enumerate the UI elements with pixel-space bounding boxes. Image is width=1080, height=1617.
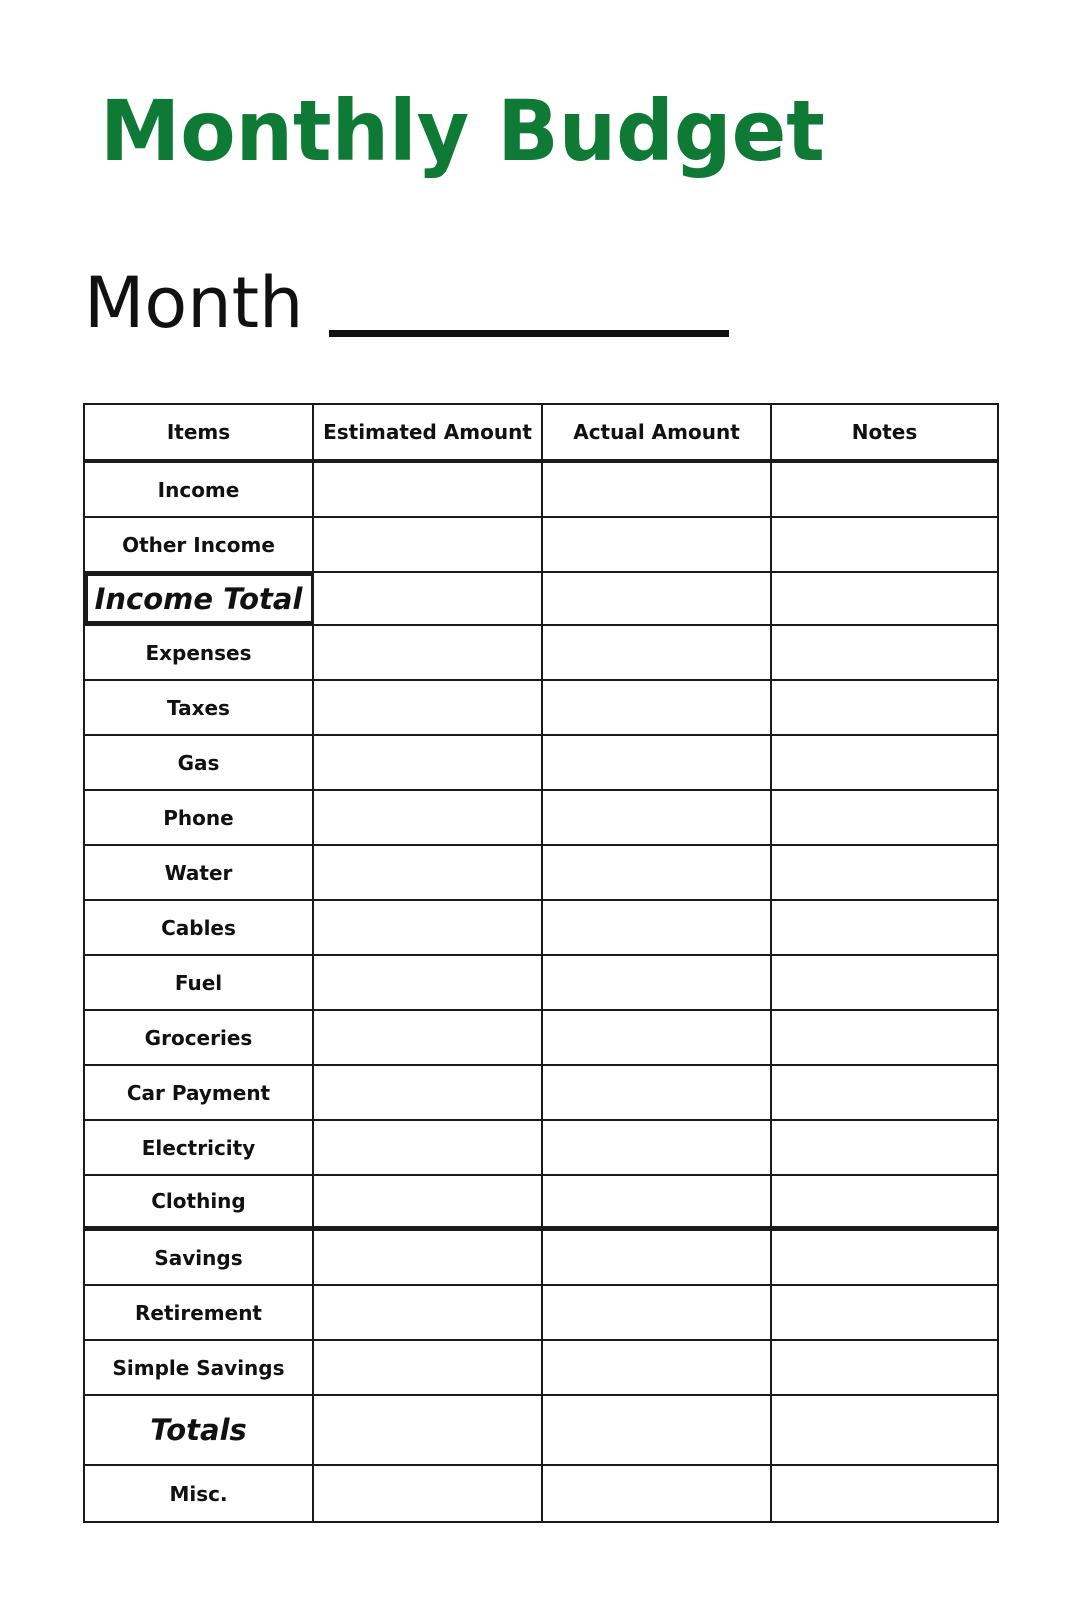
header-estimated-amount: Estimated Amount (314, 405, 543, 459)
page-title: Monthly Budget (100, 82, 825, 180)
item-label: Simple Savings (85, 1341, 314, 1394)
estimated-amount-cell[interactable] (314, 1121, 543, 1174)
estimated-amount-cell[interactable] (314, 956, 543, 1009)
table-row (85, 1231, 997, 1286)
notes-cell[interactable] (772, 1286, 997, 1339)
item-label: Other Income (85, 518, 314, 571)
estimated-amount-cell[interactable] (314, 1286, 543, 1339)
table-row (85, 846, 997, 901)
table-row (85, 1286, 997, 1341)
item-label: Misc. (85, 1466, 314, 1521)
table-row (85, 1341, 997, 1396)
estimated-amount-cell[interactable] (314, 736, 543, 789)
estimated-amount-cell[interactable] (314, 626, 543, 679)
item-label: Car Payment (85, 1066, 314, 1119)
actual-amount-cell[interactable] (543, 1466, 772, 1521)
header-row (85, 405, 997, 459)
table-row (85, 736, 997, 791)
item-label: Electricity (85, 1121, 314, 1174)
estimated-amount-cell[interactable] (314, 846, 543, 899)
notes-cell[interactable] (772, 791, 997, 844)
estimated-amount-cell[interactable] (314, 1176, 543, 1226)
header-actual-amount: Actual Amount (543, 405, 772, 459)
notes-cell[interactable] (772, 1341, 997, 1394)
item-label: Taxes (85, 681, 314, 734)
budget-table-body (83, 461, 999, 1523)
actual-amount-cell[interactable] (543, 1066, 772, 1119)
estimated-amount-cell[interactable] (314, 463, 543, 516)
notes-cell[interactable] (772, 463, 997, 516)
actual-amount-cell[interactable] (543, 736, 772, 789)
actual-amount-cell[interactable] (543, 901, 772, 954)
table-row (85, 901, 997, 956)
notes-cell[interactable] (772, 1121, 997, 1174)
month-field (84, 245, 729, 345)
table-row-income-total (85, 573, 997, 626)
table-row (85, 518, 997, 573)
estimated-amount-cell[interactable] (314, 1466, 543, 1521)
estimated-amount-cell[interactable] (314, 681, 543, 734)
notes-cell[interactable] (772, 626, 997, 679)
actual-amount-cell[interactable] (543, 1231, 772, 1284)
actual-amount-cell[interactable] (543, 846, 772, 899)
estimated-amount-cell[interactable] (314, 1011, 543, 1064)
actual-amount-cell[interactable] (543, 791, 772, 844)
item-label: Water (85, 846, 314, 899)
budget-table-header (83, 403, 999, 461)
item-label: Expenses (85, 626, 314, 679)
table-row (85, 1011, 997, 1066)
table-row (85, 1121, 997, 1176)
notes-cell[interactable] (772, 681, 997, 734)
notes-cell[interactable] (772, 1466, 997, 1521)
item-label: Retirement (85, 1286, 314, 1339)
actual-amount-cell[interactable] (543, 1341, 772, 1394)
table-row (85, 463, 997, 518)
notes-cell[interactable] (772, 1066, 997, 1119)
actual-amount-cell[interactable] (543, 681, 772, 734)
estimated-amount-cell[interactable] (314, 1396, 543, 1464)
table-row-totals (85, 1396, 997, 1466)
item-label: Cables (85, 901, 314, 954)
estimated-amount-cell[interactable] (314, 1341, 543, 1394)
actual-amount-cell[interactable] (543, 626, 772, 679)
estimated-amount-cell[interactable] (314, 518, 543, 571)
actual-amount-cell[interactable] (543, 463, 772, 516)
notes-cell[interactable] (772, 1011, 997, 1064)
actual-amount-cell[interactable] (543, 1011, 772, 1064)
estimated-amount-cell[interactable] (314, 791, 543, 844)
actual-amount-cell[interactable] (543, 1396, 772, 1464)
item-label: Fuel (85, 956, 314, 1009)
month-blank-line[interactable] (329, 330, 729, 337)
item-label: Savings (85, 1231, 314, 1284)
item-label: Clothing (85, 1176, 314, 1226)
item-label: Phone (85, 791, 314, 844)
notes-cell[interactable] (772, 901, 997, 954)
actual-amount-cell[interactable] (543, 518, 772, 571)
table-row (85, 791, 997, 846)
actual-amount-cell[interactable] (543, 1176, 772, 1226)
estimated-amount-cell[interactable] (314, 573, 543, 624)
actual-amount-cell[interactable] (543, 1286, 772, 1339)
actual-amount-cell[interactable] (543, 573, 772, 624)
notes-cell[interactable] (772, 1231, 997, 1284)
table-row (85, 626, 997, 681)
notes-cell[interactable] (772, 736, 997, 789)
item-label: Income (85, 463, 314, 516)
notes-cell[interactable] (772, 846, 997, 899)
table-row (85, 681, 997, 736)
estimated-amount-cell[interactable] (314, 1066, 543, 1119)
estimated-amount-cell[interactable] (314, 901, 543, 954)
item-label: Groceries (85, 1011, 314, 1064)
item-label: Gas (85, 736, 314, 789)
notes-cell[interactable] (772, 518, 997, 571)
notes-cell[interactable] (772, 956, 997, 1009)
estimated-amount-cell[interactable] (314, 1231, 543, 1284)
header-notes: Notes (851, 420, 918, 444)
table-row (85, 1066, 997, 1121)
item-label: Totals (85, 1396, 314, 1464)
notes-cell[interactable] (772, 1176, 997, 1226)
actual-amount-cell[interactable] (543, 1121, 772, 1174)
notes-cell[interactable] (772, 1396, 997, 1464)
table-row (85, 956, 997, 1011)
actual-amount-cell[interactable] (543, 956, 772, 1009)
notes-cell[interactable] (772, 573, 997, 624)
header-items: Items (85, 405, 314, 459)
month-label: Month (84, 262, 304, 344)
table-row (85, 1466, 997, 1521)
item-label: Income Total (85, 573, 314, 624)
table-row (85, 1176, 997, 1231)
